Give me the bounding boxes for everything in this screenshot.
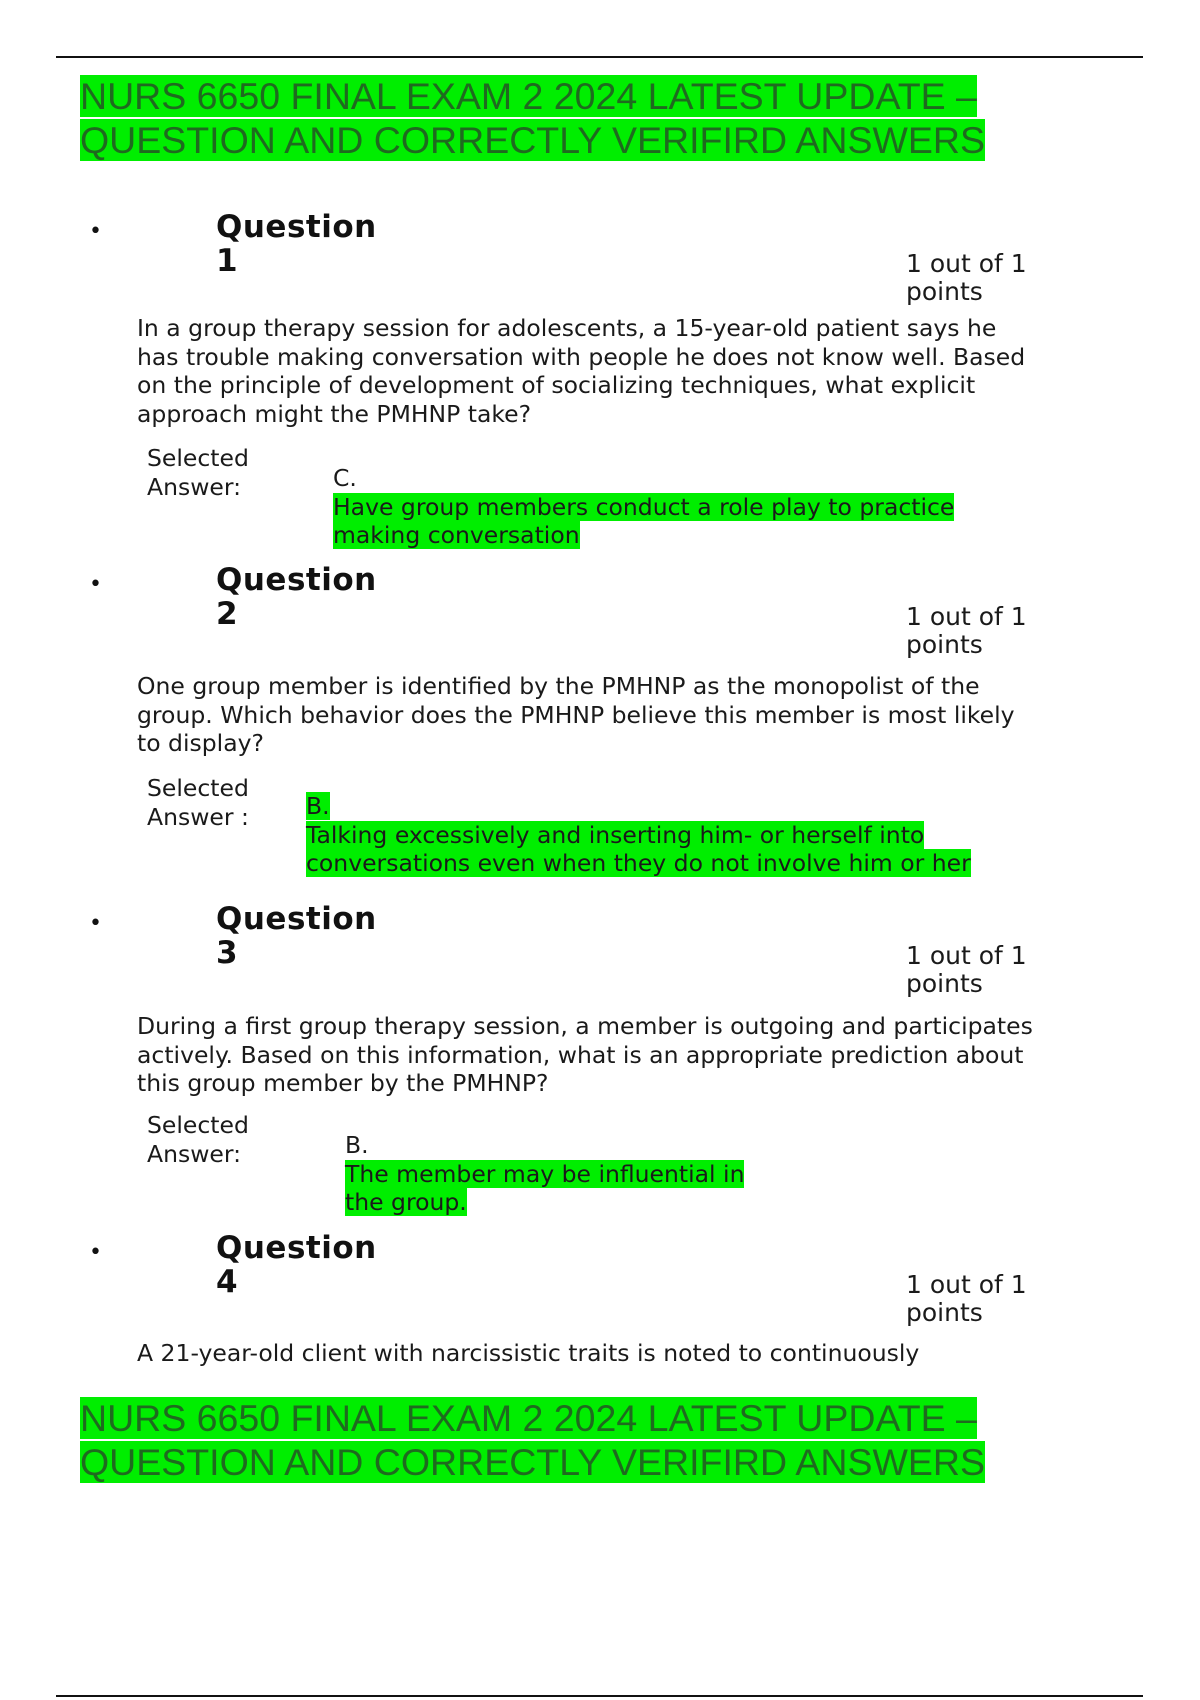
banner-line-2: QUESTION AND CORRECTLY VERIFIRD ANSWERS	[80, 119, 985, 161]
bottom-rule	[56, 1695, 1143, 1697]
banner-line-1: NURS 6650 FINAL EXAM 2 2024 LATEST UPDATE –	[80, 75, 977, 117]
header-banner	[80, 74, 1040, 162]
answer-letter: B.	[345, 1131, 369, 1159]
points-label: 1 out of 1 points	[906, 1270, 1027, 1327]
selected-answer-label: Selected Answer:	[147, 444, 249, 501]
bullet: •	[89, 1240, 102, 1265]
selected-answer	[333, 464, 993, 550]
question-text: One group member is identified by the PMHNP as the monopolist of the group. Which behavior does the PMHNP believe this member is most likely to display?	[137, 672, 1015, 757]
selected-answer-label: Selected Answer :	[147, 774, 249, 831]
question-title: Question 4	[216, 1230, 377, 1300]
question-title: Question 1	[216, 209, 377, 279]
bullet: •	[89, 911, 102, 936]
answer-text: Talking excessively and inserting him- or herself into conversations even when they do not involve him or her	[306, 820, 971, 877]
answer-letter: B.	[306, 792, 330, 820]
question-text: During a first group therapy session, a member is outgoing and participates actively. Based on this information, what is an appropriate prediction about this group member by the PMHNP?	[137, 1012, 1033, 1097]
banner-line-1: NURS 6650 FINAL EXAM 2 2024 LATEST UPDATE –	[80, 1397, 977, 1439]
points-label: 1 out of 1 points	[906, 249, 1027, 306]
bullet: •	[89, 219, 102, 244]
points-label: 1 out of 1 points	[906, 941, 1027, 998]
selected-answer	[345, 1131, 745, 1217]
top-rule	[56, 56, 1143, 58]
question-text: In a group therapy session for adolescents, a 15-year-old patient says he has trouble making conversation with people he does not know well. Based on the principle of development of socializing techniques, what explicit approach might the PMHNP take?	[137, 314, 1026, 428]
points-label: 1 out of 1 points	[906, 602, 1027, 659]
question-title: Question 3	[216, 901, 377, 971]
answer-text: The member may be influential in the group.	[345, 1159, 745, 1216]
question-text: A 21-year-old client with narcissistic traits is noted to continuously	[137, 1339, 920, 1367]
selected-answer	[306, 792, 1006, 878]
answer-letter: C.	[333, 464, 357, 492]
selected-answer-label: Selected Answer:	[147, 1111, 249, 1168]
bullet: •	[89, 572, 102, 597]
answer-text: Have group members conduct a role play to practice making conversation	[333, 492, 955, 549]
question-title: Question 2	[216, 562, 377, 632]
footer-banner	[80, 1396, 1040, 1484]
banner-line-2: QUESTION AND CORRECTLY VERIFIRD ANSWERS	[80, 1441, 985, 1483]
